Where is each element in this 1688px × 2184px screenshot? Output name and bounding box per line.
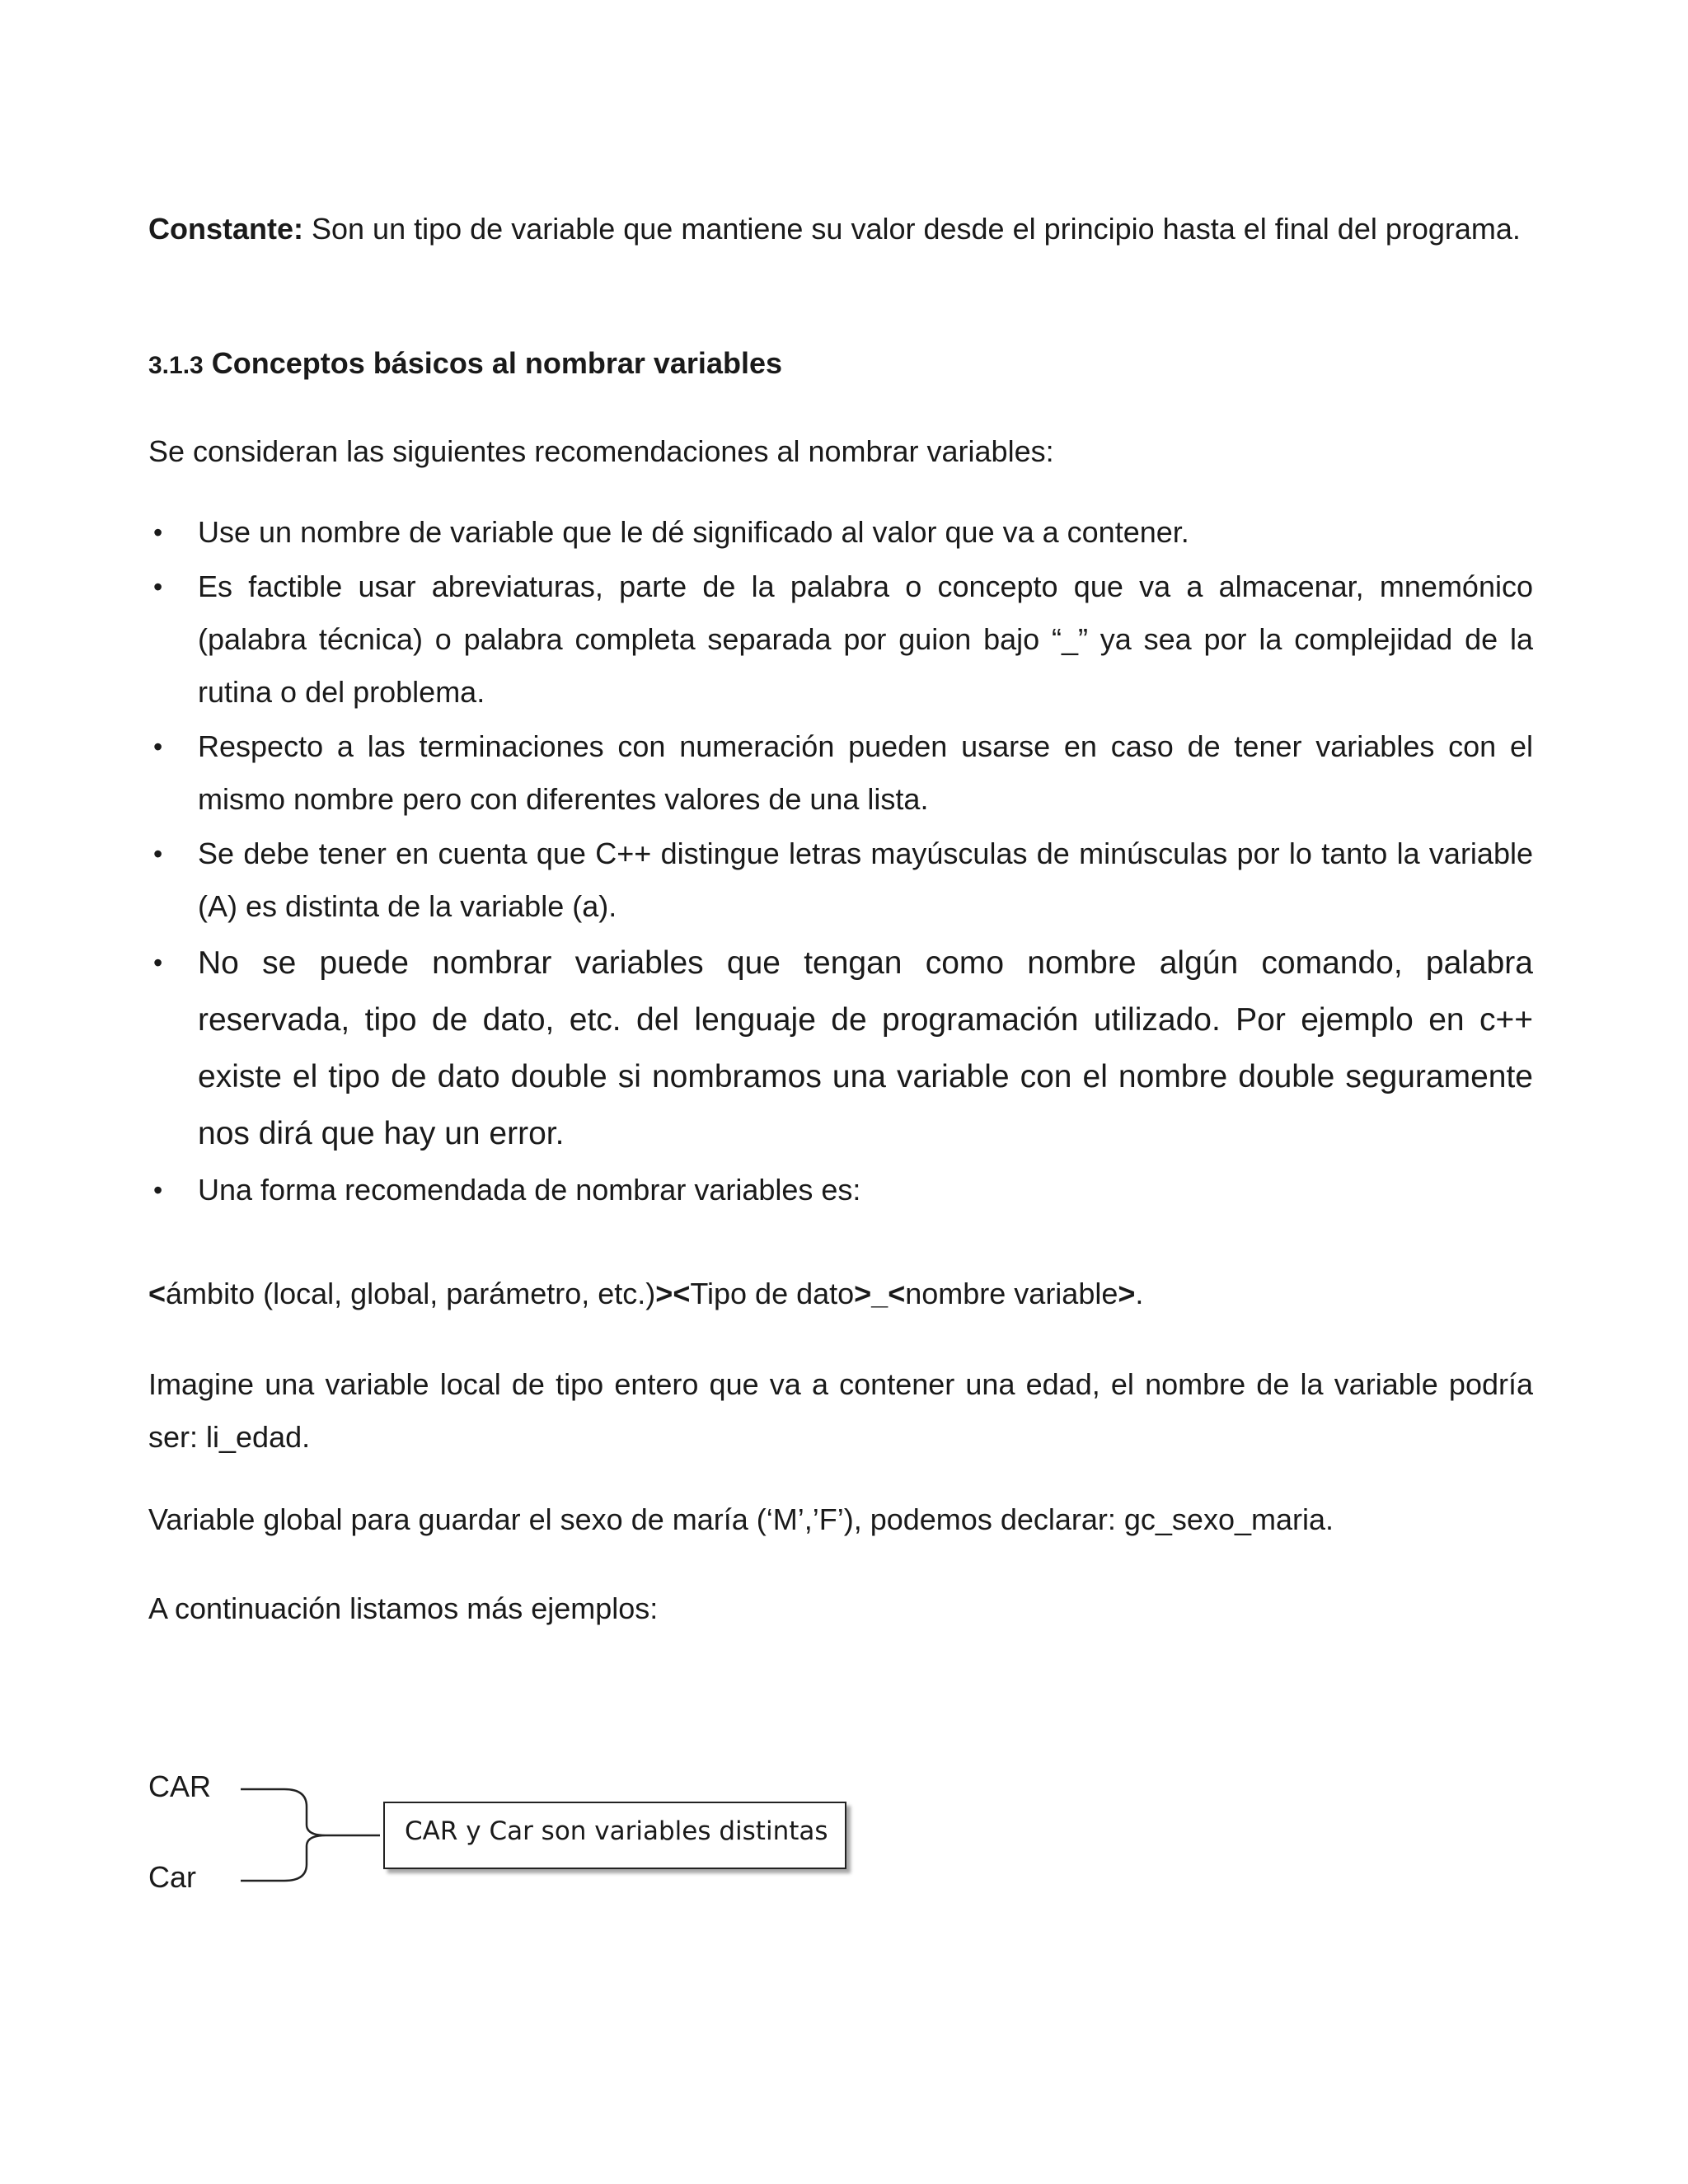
constante-term: Constante: — [148, 212, 303, 246]
bullet-icon: • — [153, 1175, 163, 1205]
section-number: 3.1.3 — [148, 352, 204, 379]
constante-text: Son un tipo de variable que mantiene su valor desde el principio hasta el final del programa. — [303, 212, 1521, 246]
format-period: . — [1135, 1277, 1144, 1310]
note-box: CAR y Car son variables distintas — [383, 1802, 846, 1869]
format-scope: ámbito (local, global, parámetro, etc.) — [166, 1277, 656, 1310]
format-type: Tipo de dato — [690, 1277, 855, 1310]
format-bracket: < — [148, 1277, 166, 1310]
list-item — [148, 827, 1533, 933]
list-item — [148, 560, 1533, 719]
list-item — [148, 506, 1533, 559]
section-heading — [148, 337, 1533, 392]
intro-paragraph: Se consideran las siguientes recomendaciones al nombrar variables: — [148, 434, 1054, 468]
bullet-icon: • — [153, 572, 163, 602]
list-item — [148, 1164, 1533, 1216]
bullet-icon: • — [153, 948, 163, 977]
brace-path — [241, 1789, 380, 1881]
format-bracket: >_< — [854, 1277, 906, 1310]
format-bracket: >< — [655, 1277, 691, 1310]
diagram-label-lower: Car — [148, 1860, 197, 1894]
example-global-paragraph: Variable global para guardar el sexo de maría (‘M’,’F’), podemos declarar: gc_sexo_maria. — [148, 1502, 1334, 1536]
list-item-text: Es factible usar abreviaturas, parte de la palabra o concepto que va a almacenar, mnemónico (palabra técnica) o palabra completa separada por guion bajo “_” ya sea por la complejidad de la rutina o del problema. — [198, 569, 1533, 709]
naming-format — [148, 1268, 1533, 1320]
list-item-text: Use un nombre de variable que le dé significado al valor que va a contener. — [198, 515, 1189, 549]
more-examples-paragraph: A continuación listamos más ejemplos: — [148, 1591, 659, 1625]
bullet-icon: • — [153, 732, 163, 762]
format-bracket: > — [1118, 1277, 1136, 1310]
bullet-icon: • — [153, 518, 163, 547]
list-item — [148, 935, 1533, 1162]
list-item-text: Una forma recomendada de nombrar variables es: — [198, 1173, 861, 1207]
recommendations-list — [148, 506, 1533, 1218]
constante-paragraph — [148, 203, 1533, 255]
list-item — [148, 720, 1533, 826]
diagram-label-upper: CAR — [148, 1769, 212, 1803]
list-item-text: No se puede nombrar variables que tengan como nombre algún comando, palabra reservada, tipo de dato, etc. del lenguaje de programación utilizado. Por ejemplo en c++ existe el tipo de dato double si nombramos una variable con el nombre double seguramente nos dirá que hay un error. — [198, 945, 1533, 1151]
section-title: Conceptos básicos al nombrar variables — [211, 346, 782, 380]
list-item-text: Respecto a las terminaciones con numeración pueden usarse en caso de tener variables con el mismo nombre pero con diferentes valores de una lista. — [198, 729, 1533, 816]
example-local-paragraph: Imagine una variable local de tipo entero que va a contener una edad, el nombre de la variable podría ser: li_edad. — [148, 1367, 1533, 1454]
format-name: nombre variable — [905, 1277, 1118, 1310]
list-item-text: Se debe tener en cuenta que C++ distingue letras mayúsculas de minúsculas por lo tanto la variable (A) es distinta de la variable (a). — [198, 837, 1533, 923]
bullet-icon: • — [153, 839, 163, 869]
